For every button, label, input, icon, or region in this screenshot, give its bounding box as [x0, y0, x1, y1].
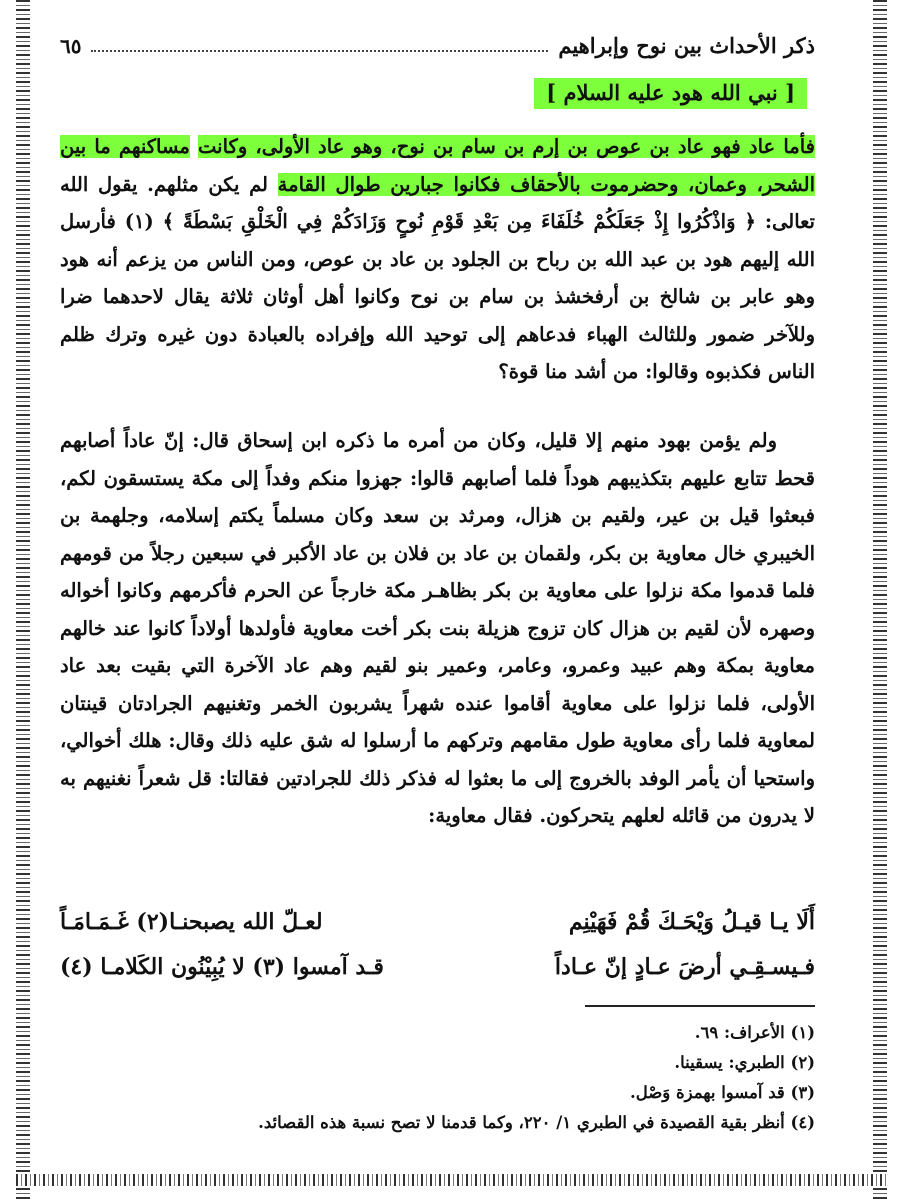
- running-title: ذكر الأحداث بين نوح وإبراهيم: [558, 33, 815, 58]
- verse-1-second-hemistich: لعـلّ الله يصبحنـا(٢) غَـمَـامَـاً: [60, 909, 323, 935]
- page-number: ٦٥: [60, 34, 82, 58]
- footnote-separator: [585, 1005, 815, 1007]
- section-heading: [ نبي الله هود عليه السلام ]: [534, 78, 807, 109]
- running-header: [60, 28, 815, 58]
- footnote-1: (١) الأعراف: ٦٩.: [694, 1023, 815, 1042]
- paragraph-1: [60, 128, 815, 391]
- poem-verse-1: [60, 900, 815, 945]
- footnote-4: (٤) أنظر بقية القصيدة في الطبري ١/ ٢٢٠، وكما قدمنا لا تصح نسبة هذه القصائد.: [258, 1113, 815, 1132]
- paragraph-1-rest: لم يكن مثلهم. يقول الله تعالى: ﴿ وَاذْكُرُوا إِذْ جَعَلَكُمْ خُلَفَاءَ مِن بَعْدِ قَوْمِ نُوحٍ وَزَادَكُمْ فِي الْخَلْقِ بَسْطَةً ﴾ (١) فأرسل الله إليهم هود بن عبد الله بن رباح بن الجلود بن عاد بن عوص، ومن الناس من يزعم أنه هود وهو عابر بن شالخ بن أرفخشذ بن سام بن نوح وكانوا أهل أوثان ثلاثة يقال لاحدهما ضرا وللآخر ضمور وللثالث الهباء فدعاهم إلى توحيد الله وإفراده بالعبادة دون غيره وترك ظلم الناس فكذبوه وقالوا: من أشد منا قوة؟: [60, 172, 815, 383]
- header-dotted-leader: [91, 50, 548, 52]
- decorative-border-left: [16, 0, 30, 1200]
- decorative-border-right: [873, 0, 887, 1200]
- footnote-2: (٢) الطبري: يسقينا.: [674, 1053, 815, 1072]
- poem-verse-2: [60, 945, 815, 990]
- poem: [60, 900, 815, 990]
- verse-1-first-hemistich: أَلَا يـا قيـلُ وَيْحَـكَ قُمْ فَهَيْنِم: [568, 909, 815, 935]
- verse-2-second-hemistich: قـد آمسوا (٣) لا يُبِيْنُون الكَلامـا (٤): [60, 954, 384, 980]
- verse-2-first-hemistich: فـيسـقِـي أرضَ عـادٍ إنّ عـاداً: [554, 954, 815, 980]
- footnote-3: (٣) قد آمسوا بهمزة وَصْل.: [630, 1083, 815, 1102]
- book-page: [60, 20, 815, 1170]
- footnotes: [60, 1018, 815, 1138]
- paragraph-2: ولم يؤمن بهود منهم إلا قليل، وكان من أمره ما ذكره ابن إسحاق قال: إنّ عاداً أصابهم قحط تتابع عليهم بتكذيبهم هوداً فلما أصابهم قالوا: جهزوا منكم وفداً إلى مكة يستسقون لكم، فبعثوا قيل بن عير، ولقيم بن هزال، ومرثد بن سعد وكان مسلماً يكتم إسلامه، وجلهمة بن الخيبري خال معاوية بن بكر، ولقمان بن عاد بن فلان بن عاد الأكبر في سبعين رجلاً من قومهم فلما قدموا مكة نزلوا على معاوية بن بكر بظاهـر مكة خارجاً عن الحرم فأكرمهم وكانوا أخواله وصهره لأن لقيم بن هزال كان تزوج هزيلة بنت بكر أخت معاوية فأولدها أولاداً كانوا عند خالهم معاوية بمكة وهم عبيد وعمرو، وعامر، وعمير بنو لقيم وهم عاد الآخرة التي بقيت بعد عاد الأولى، فلما نزلوا على معاوية أقاموا عنده شهراً يشربون الخمر وتغنيهم الجرادتان قينتان لمعاوية فلما رأى معاوية طول مقامهم وتركهم ما أرسلوا له شق عليه ذلك وقال: هلك أخوالي، واستحيا أن يأمر الوفد بالخروج إلى ما بعثوا له فذكر ذلك للجرادتين فقالتا: قل شعراً نغنيهم به لا يدرون من قائله لعلهم يتحركون. فقال معاوية:: [60, 429, 815, 827]
- decorative-border-bottom: [16, 1174, 887, 1186]
- highlighted-text-2: مساكنهم ما بين الشحر، وعمان، وحضرموت بالأحقاف فكانوا جبارين طوال القامة: [60, 135, 816, 196]
- highlighted-text-1: فأما عاد فهو عاد بن عوص بن إرم بن سام بن نوح، وهو عاد الأولى، وكانت: [198, 135, 815, 158]
